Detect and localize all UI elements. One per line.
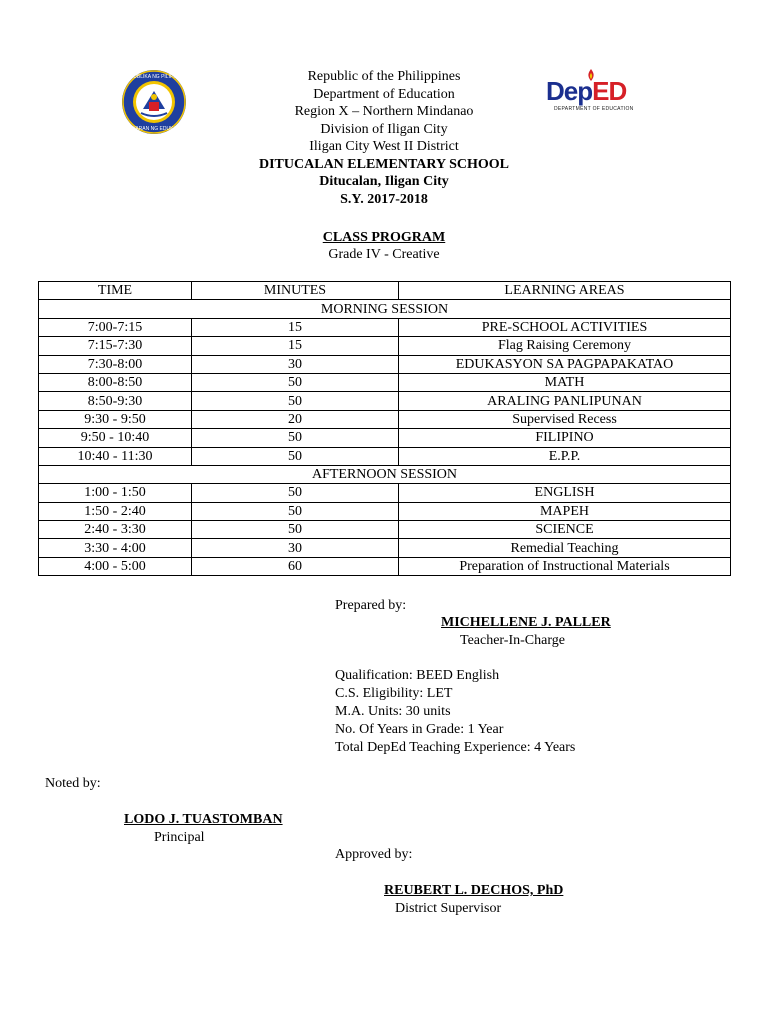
years-in-grade-line: No. Of Years in Grade: 1 Year	[335, 722, 504, 737]
afternoon-session-row	[39, 465, 731, 483]
table-row	[39, 484, 731, 502]
time-cell: 2:40 - 3:30	[39, 521, 192, 539]
time-cell: 1:50 - 2:40	[39, 502, 192, 520]
header-learning-areas: LEARNING AREAS	[399, 282, 731, 300]
learning-area-cell: PRE-SCHOOL ACTIVITIES	[399, 318, 731, 336]
time-cell: 8:50-9:30	[39, 392, 192, 410]
header-minutes: MINUTES	[192, 282, 399, 300]
learning-area-cell: MATH	[399, 373, 731, 391]
title-block	[0, 229, 768, 263]
table-row	[39, 429, 731, 447]
table-row	[39, 521, 731, 539]
class-program-table	[38, 281, 731, 576]
morning-session-label: MORNING SESSION	[39, 300, 731, 318]
table-row	[39, 355, 731, 373]
table-row	[39, 373, 731, 391]
qualification-line: Qualification: BEED English	[335, 668, 500, 683]
header-line-division: Division of Iligan City	[320, 121, 448, 137]
learning-area-cell: Supervised Recess	[399, 410, 731, 428]
minutes-cell: 50	[192, 373, 399, 391]
time-cell: 9:50 - 10:40	[39, 429, 192, 447]
afternoon-session-label: AFTERNOON SESSION	[39, 465, 731, 483]
seal-text-top: REPUBLIKA NG PILIPINAS	[123, 74, 185, 80]
noted-by-label: Noted by:	[45, 776, 101, 791]
learning-area-cell: SCIENCE	[399, 521, 731, 539]
teacher-name: MICHELLENE J. PALLER	[441, 615, 611, 630]
principal-title: Principal	[154, 830, 205, 845]
morning-session-row	[39, 300, 731, 318]
teaching-experience-line: Total DepEd Teaching Experience: 4 Years	[335, 740, 576, 755]
school-address: Ditucalan, Iligan City	[319, 174, 449, 189]
time-cell: 7:30-8:00	[39, 355, 192, 373]
document-subtitle: Grade IV - Creative	[328, 247, 440, 262]
teacher-title: Teacher-In-Charge	[460, 633, 565, 648]
learning-area-cell: MAPEH	[399, 502, 731, 520]
seal-text-bottom: KAGAWARAN NG EDUKASYON	[117, 126, 191, 132]
header-line-region: Region X – Northern Mindanao	[294, 104, 474, 119]
school-year: S.Y. 2017-2018	[340, 191, 428, 207]
minutes-cell: 50	[192, 521, 399, 539]
table-row	[39, 539, 731, 557]
eligibility-line: C.S. Eligibility: LET	[335, 686, 453, 701]
table-row	[39, 410, 731, 428]
time-cell: 10:40 - 11:30	[39, 447, 192, 465]
header-time: TIME	[39, 282, 192, 300]
minutes-cell: 15	[192, 318, 399, 336]
learning-area-cell: EDUKASYON SA PAGPAPAKATAO	[399, 355, 731, 373]
principal-name: LODO J. TUASTOMBAN	[124, 812, 283, 827]
time-cell: 7:00-7:15	[39, 318, 192, 336]
minutes-cell: 30	[192, 355, 399, 373]
time-cell: 3:30 - 4:00	[39, 539, 192, 557]
school-name: DITUCALAN ELEMENTARY SCHOOL	[259, 156, 509, 172]
header-line-republic: Republic of the Philippines	[307, 69, 461, 84]
table-row	[39, 392, 731, 410]
table-row	[39, 447, 731, 465]
learning-area-cell: E.P.P.	[399, 447, 731, 465]
table-row	[39, 318, 731, 336]
header-line-district: Iligan City West II District	[309, 139, 459, 154]
learning-area-cell: Remedial Teaching	[399, 539, 731, 557]
time-cell: 1:00 - 1:50	[39, 484, 192, 502]
table-row	[39, 502, 731, 520]
prepared-by-label: Prepared by:	[335, 598, 407, 613]
minutes-cell: 30	[192, 539, 399, 557]
learning-area-cell: ENGLISH	[399, 484, 731, 502]
deped-logo-subtext: DEPARTMENT OF EDUCATION	[554, 106, 634, 112]
learning-area-cell: ARALING PANLIPUNAN	[399, 392, 731, 410]
time-cell: 8:00-8:50	[39, 373, 192, 391]
minutes-cell: 60	[192, 557, 399, 575]
minutes-cell: 50	[192, 502, 399, 520]
minutes-cell: 50	[192, 429, 399, 447]
minutes-cell: 50	[192, 392, 399, 410]
minutes-cell: 15	[192, 337, 399, 355]
ma-units-line: M.A. Units: 30 units	[335, 704, 451, 719]
time-cell: 4:00 - 5:00	[39, 557, 192, 575]
minutes-cell: 50	[192, 484, 399, 502]
document-title: CLASS PROGRAM	[322, 230, 446, 245]
learning-area-cell: Preparation of Instructional Materials	[399, 557, 731, 575]
learning-area-cell: Flag Raising Ceremony	[399, 337, 731, 355]
deped-logo-text: DepED	[546, 76, 627, 106]
learning-area-cell: FILIPINO	[399, 429, 731, 447]
table-row	[39, 557, 731, 575]
minutes-cell: 50	[192, 447, 399, 465]
minutes-cell: 20	[192, 410, 399, 428]
time-cell: 7:15-7:30	[39, 337, 192, 355]
header-line-department: Department of Education	[313, 86, 455, 102]
supervisor-name: REUBERT L. DECHOS, PhD	[384, 883, 564, 898]
document-header	[0, 68, 768, 208]
time-cell: 9:30 - 9:50	[39, 410, 192, 428]
approved-by-label: Approved by:	[335, 847, 413, 862]
supervisor-title: District Supervisor	[395, 901, 502, 916]
table-row	[39, 337, 731, 355]
table-header-row	[39, 282, 731, 300]
